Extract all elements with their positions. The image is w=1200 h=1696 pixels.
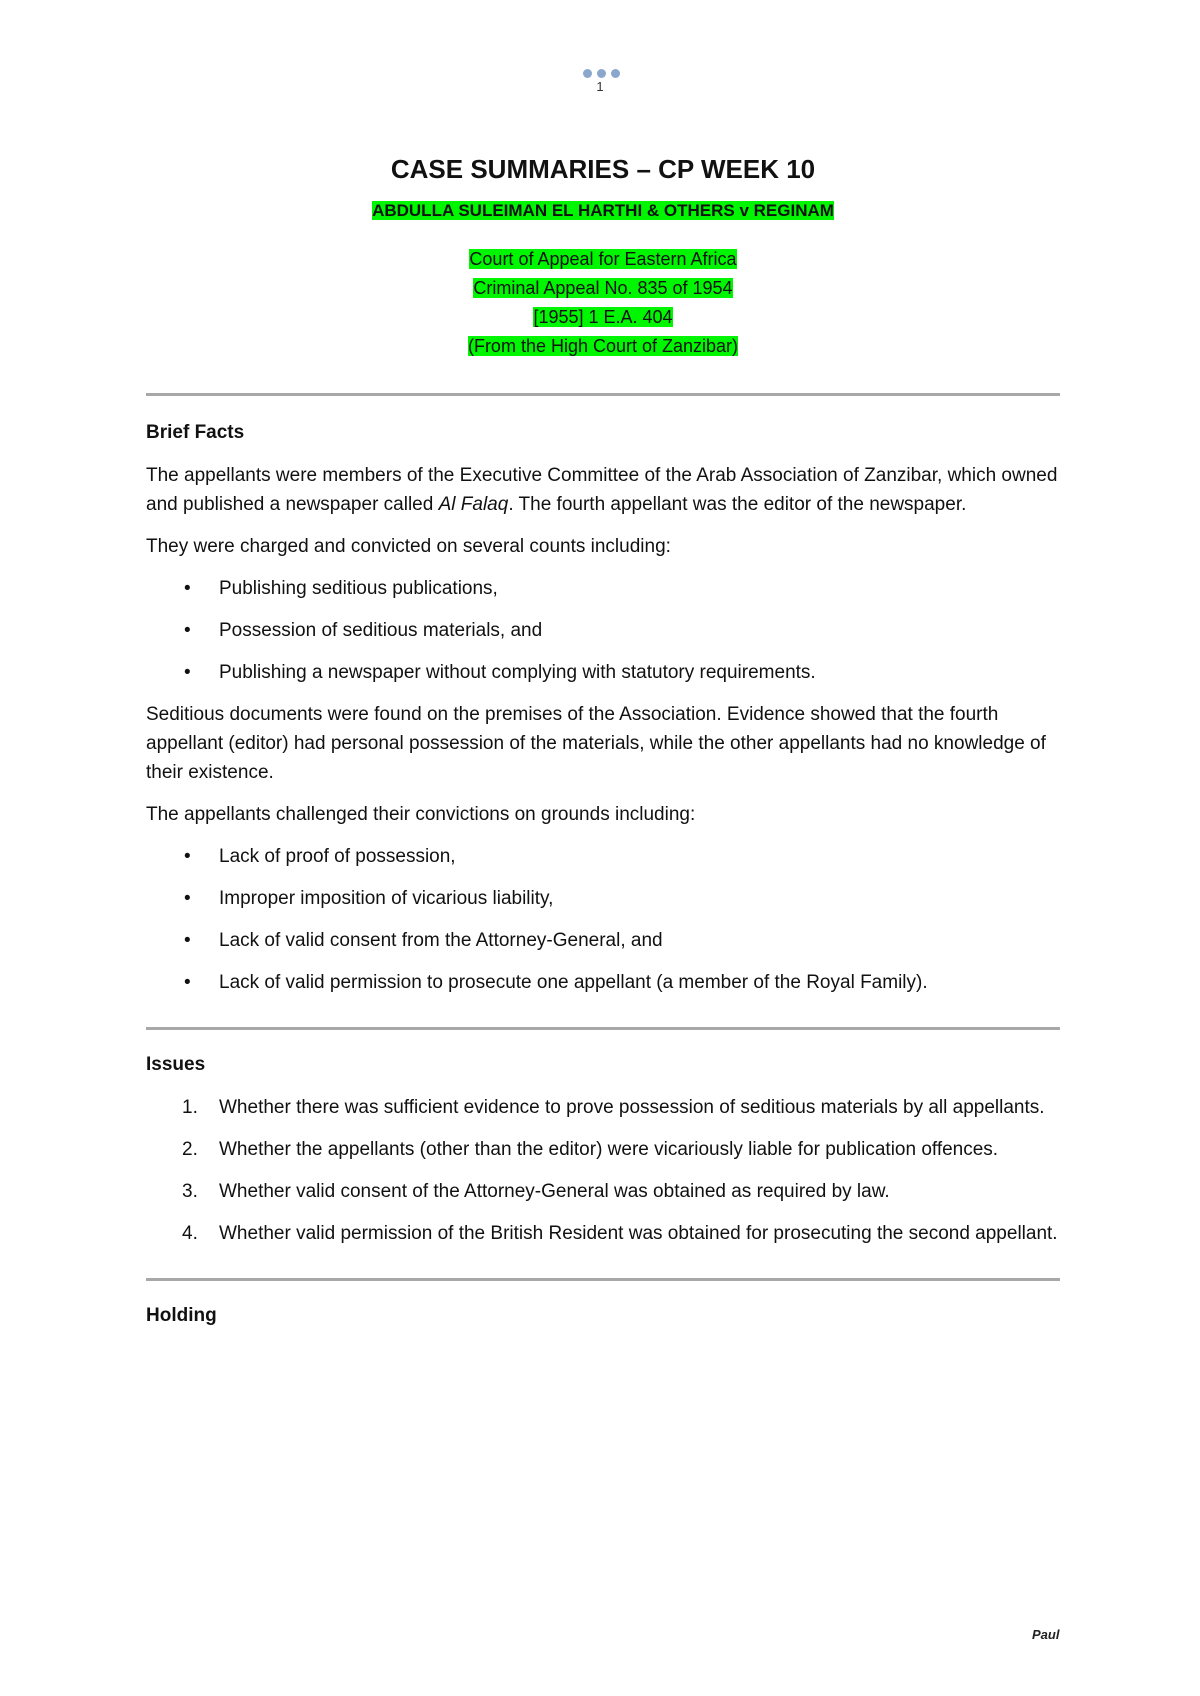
bullet-icon: • bbox=[184, 888, 191, 909]
list-item-text: Whether valid consent of the Attorney-General was obtained as required by law. bbox=[219, 1181, 890, 1202]
bullet-icon: • bbox=[184, 662, 191, 683]
holding-heading: Holding bbox=[146, 1305, 217, 1326]
paragraph-text: The appellants were members of the Executive Committee of the Arab Association of Zanzibar, which owned and published a newspaper called bbox=[146, 465, 1058, 515]
case-name-text: ABDULLA SULEIMAN EL HARTHI & OTHERS v REGINAM bbox=[372, 201, 834, 220]
bullet-icon: • bbox=[184, 972, 191, 993]
list-number: 1. bbox=[182, 1097, 198, 1118]
list-item-text: Whether the appellants (other than the editor) were vicariously liable for publication offences. bbox=[219, 1139, 999, 1160]
brief-facts-paragraph-3: Seditious documents were found on the premises of the Association. Evidence showed that the fourth appellant (editor) had personal possession of the materials, while the other appellants had no knowledge of their existence. bbox=[146, 704, 1046, 783]
list-item bbox=[146, 842, 1060, 871]
list-item-text: Lack of proof of possession, bbox=[219, 846, 456, 867]
citation-court: Court of Appeal for Eastern Africa bbox=[469, 249, 737, 269]
list-item-text: Improper imposition of vicarious liability, bbox=[219, 888, 554, 909]
bullet-icon: • bbox=[184, 846, 191, 867]
case-citation bbox=[146, 245, 1060, 361]
list-item bbox=[146, 1177, 1060, 1206]
bullet-icon: • bbox=[184, 620, 191, 641]
list-item-text: Whether there was sufficient evidence to prove possession of seditious materials by all appellants. bbox=[219, 1097, 1045, 1118]
issues-list bbox=[146, 1093, 1060, 1248]
list-item bbox=[146, 1093, 1060, 1122]
page-number: 1 bbox=[596, 79, 604, 94]
footer-author: Paul bbox=[1032, 1627, 1060, 1642]
list-item bbox=[146, 1219, 1060, 1248]
holding-section bbox=[146, 1303, 1060, 1329]
list-item-text: Lack of valid permission to prosecute one appellant (a member of the Royal Family). bbox=[219, 972, 928, 993]
list-number: 3. bbox=[182, 1181, 198, 1202]
issues-section bbox=[146, 1052, 1060, 1248]
bullet-icon: • bbox=[184, 930, 191, 951]
list-item bbox=[146, 616, 1060, 645]
list-item bbox=[146, 968, 1060, 997]
list-item bbox=[146, 574, 1060, 603]
citation-appeal-number: Criminal Appeal No. 835 of 1954 bbox=[473, 278, 733, 298]
newspaper-name: Al Falaq bbox=[438, 494, 509, 515]
issues-heading: Issues bbox=[146, 1054, 206, 1075]
section-divider bbox=[146, 393, 1060, 396]
header-dots-icon bbox=[583, 69, 620, 78]
document-body bbox=[146, 152, 1060, 1329]
brief-facts-paragraph-2: They were charged and convicted on several counts including: bbox=[146, 536, 671, 557]
section-divider bbox=[146, 1278, 1060, 1281]
citation-origin: (From the High Court of Zanzibar) bbox=[467, 336, 739, 356]
paragraph-text: . The fourth appellant was the editor of the newspaper. bbox=[508, 494, 967, 515]
list-item-text: Publishing seditious publications, bbox=[219, 578, 498, 599]
grounds-list bbox=[146, 842, 1060, 997]
section-divider bbox=[146, 1027, 1060, 1030]
list-item-text: Publishing a newspaper without complying with statutory requirements. bbox=[219, 662, 816, 683]
list-item bbox=[146, 926, 1060, 955]
list-item-text: Possession of seditious materials, and bbox=[219, 620, 543, 641]
list-item bbox=[146, 1135, 1060, 1164]
brief-facts-paragraph-1 bbox=[146, 461, 1060, 519]
bullet-icon: • bbox=[184, 578, 191, 599]
brief-facts-heading: Brief Facts bbox=[146, 422, 245, 443]
document-title: CASE SUMMARIES – CP WEEK 10 bbox=[390, 154, 816, 184]
list-number: 4. bbox=[182, 1223, 198, 1244]
list-item bbox=[146, 884, 1060, 913]
brief-facts-paragraph-4: The appellants challenged their convictions on grounds including: bbox=[146, 804, 696, 825]
list-item bbox=[146, 658, 1060, 687]
charges-list bbox=[146, 574, 1060, 687]
case-name bbox=[146, 200, 1060, 222]
citation-report: [1955] 1 E.A. 404 bbox=[533, 307, 673, 327]
list-item-text: Whether valid permission of the British Resident was obtained for prosecuting the second appellant. bbox=[219, 1223, 1058, 1244]
list-item-text: Lack of valid consent from the Attorney-General, and bbox=[219, 930, 663, 951]
brief-facts-section bbox=[146, 420, 1060, 997]
list-number: 2. bbox=[182, 1139, 198, 1160]
